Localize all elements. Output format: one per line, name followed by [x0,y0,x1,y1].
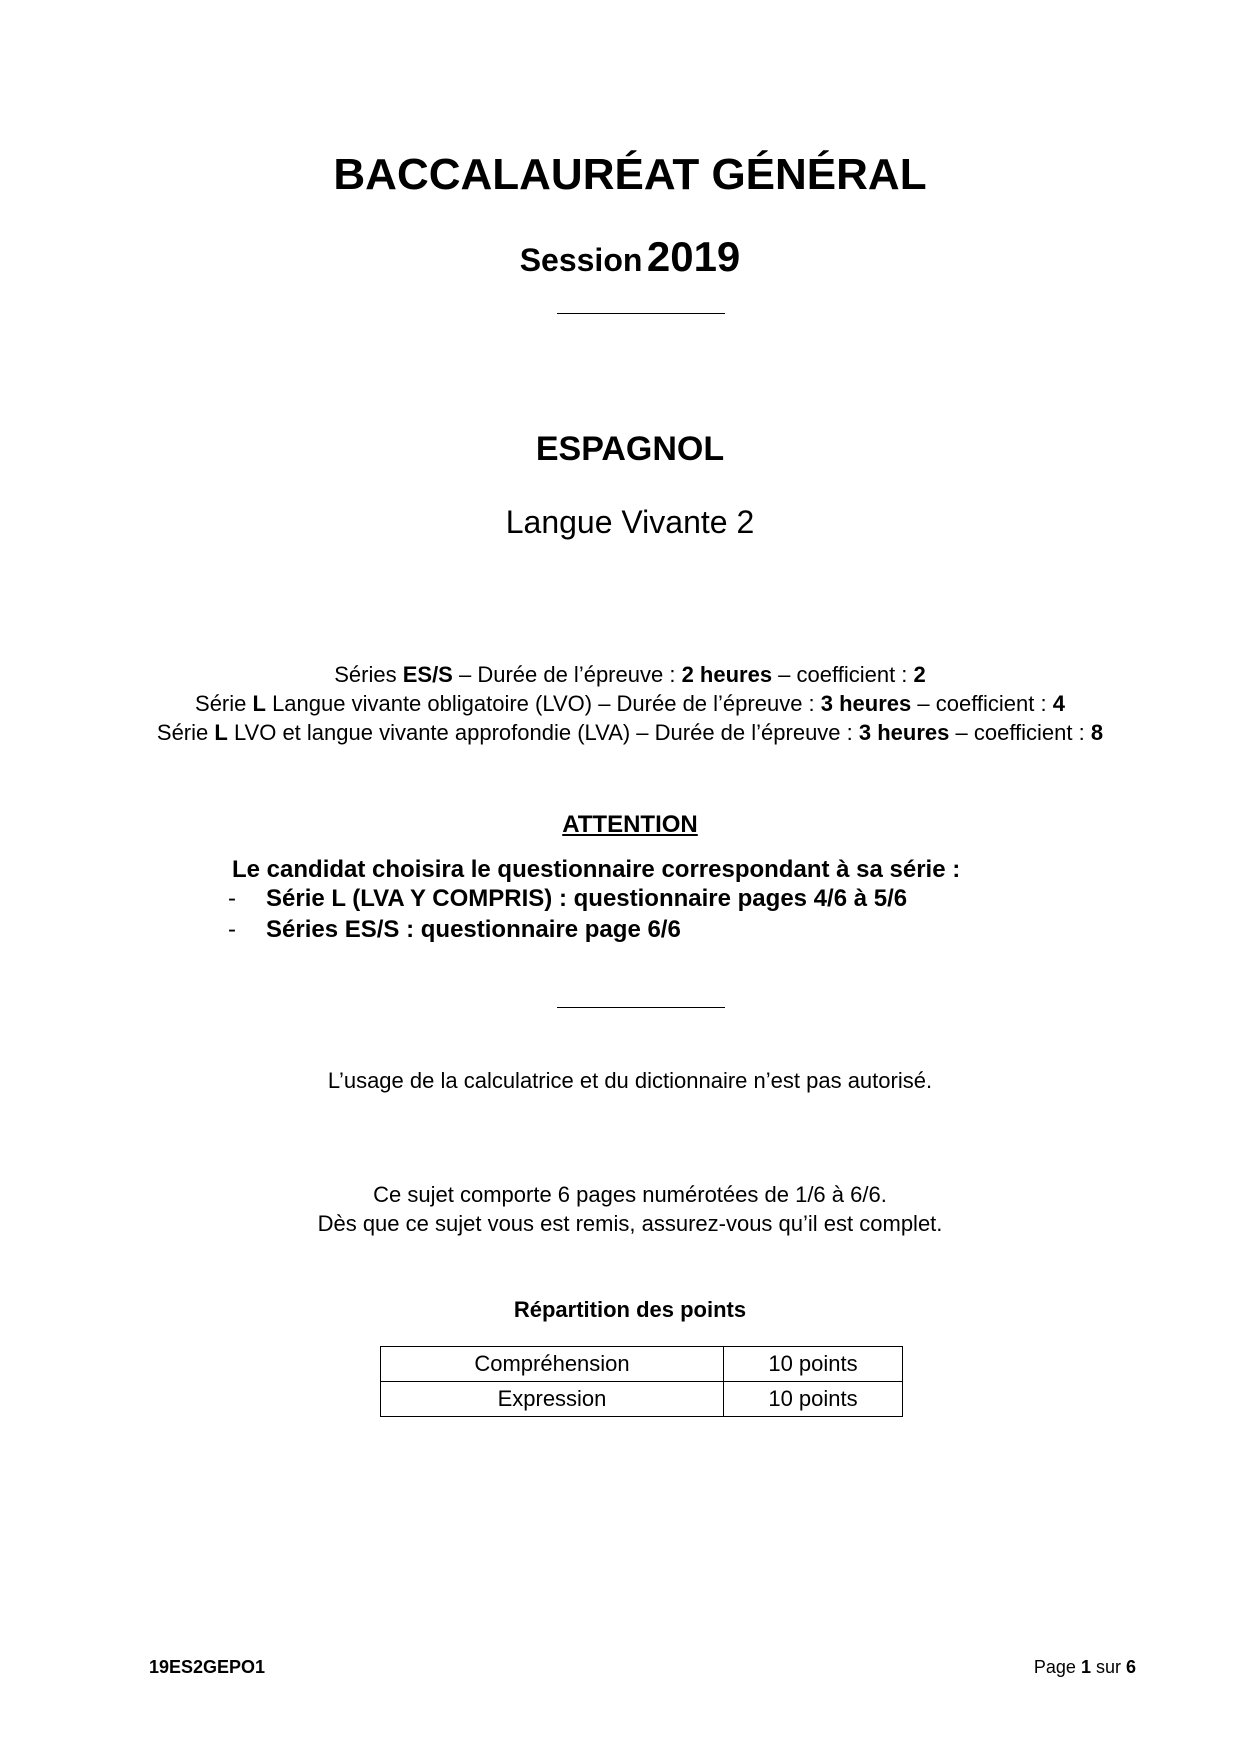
calculator-note: L’usage de la calculatrice et du dictionnaire n’est pas autorisé. [327,1068,933,1093]
dash: - [228,885,236,912]
points-cell: 10 points [724,1347,903,1382]
part-cell: Compréhension [381,1347,724,1382]
text: sur [1090,1657,1126,1677]
text: L [252,691,266,716]
text: LVO et langue vivante approfondie (LVA) – Durée de l’épreuve : [227,720,859,745]
text: L [214,720,228,745]
part-cell: Expression [381,1382,724,1417]
attention-bullet [228,884,907,914]
series-line [10,690,1240,718]
pages-note: Ce sujet comporte 6 pages numérotées de 1/6 à 6/6. [373,1182,887,1207]
check-note: Dès que ce sujet vous est remis, assurez-vous qu’il est complet. [317,1211,943,1236]
exam-code: 19ES2GEPO1 [149,1657,266,1677]
text: 1 [1080,1657,1091,1677]
text: 2 [913,662,926,687]
text: – coefficient : [911,691,1053,716]
session-year: 2019 [646,233,741,280]
text: – Durée de l’épreuve : [452,662,682,687]
series-line [10,719,1240,747]
text: ES/S [402,662,453,687]
bullet-text: Séries ES/S : questionnaire page 6/6 [266,916,681,943]
text: Langue vivante obligatoire (LVO) – Durée de l’épreuve : [265,691,821,716]
series-line [10,661,1240,689]
points-title: Répartition des points [513,1297,747,1322]
points-cell: 10 points [724,1382,903,1417]
attention-intro: Le candidat choisira le questionnaire correspondant à sa série : [232,856,961,883]
text: 3 heures [820,691,912,716]
text: Page [1033,1657,1081,1677]
text: Séries [334,662,403,687]
session [10,232,1240,292]
text: 4 [1052,691,1065,716]
dash: - [228,916,236,943]
text: 8 [1090,720,1104,745]
table-row [381,1382,903,1417]
exam-title: BACCALAURÉAT GÉNÉRAL [333,150,927,199]
divider [557,313,725,314]
text: 6 [1125,1657,1136,1677]
bullet-text: Série L (LVA Y COMPRIS) : questionnaire pages 4/6 à 5/6 [266,885,908,912]
table-row [381,1347,903,1382]
text: 3 heures [858,720,950,745]
attention-heading: ATTENTION [562,811,698,838]
text: Série [156,720,215,745]
divider [557,1007,725,1008]
subject-language: Langue Vivante 2 [505,504,755,540]
text: – coefficient : [772,662,914,687]
text: 2 heures [681,662,773,687]
page-number [1034,1656,1136,1678]
attention-bullet [228,915,681,945]
subject-name: ESPAGNOL [535,430,725,468]
points-table [380,1346,903,1417]
text: Série [195,691,253,716]
session-label: Session [519,242,643,278]
text: – coefficient : [949,720,1091,745]
